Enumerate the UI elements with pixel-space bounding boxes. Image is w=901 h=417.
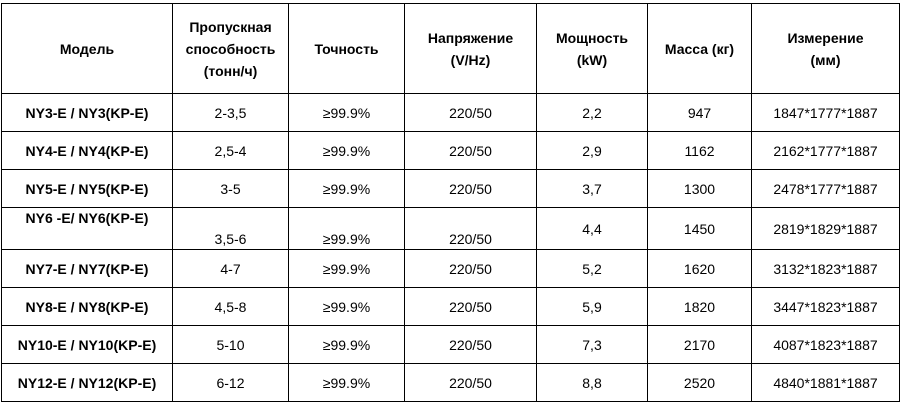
header-voltage: Напряжение (V/Hz): [405, 4, 537, 94]
cell-mass: 2170: [648, 326, 752, 364]
cell-accuracy: ≥99.9%: [289, 250, 405, 288]
cell-dimension: 2478*1777*1887: [752, 170, 900, 208]
cell-accuracy: ≥99.9%: [289, 364, 405, 402]
cell-accuracy: ≥99.9%: [289, 326, 405, 364]
cell-capacity: 4,5-8: [173, 288, 289, 326]
cell-accuracy: ≥99.9%: [289, 170, 405, 208]
cell-dimension: 3447*1823*1887: [752, 288, 900, 326]
header-capacity: Пропускная способность (тонн/ч): [173, 4, 289, 94]
cell-voltage: 220/50: [405, 326, 537, 364]
cell-voltage: 220/50: [405, 288, 537, 326]
cell-accuracy: ≥99.9%: [289, 132, 405, 170]
table-row: [2, 250, 900, 288]
cell-power: 4,4: [537, 208, 648, 250]
cell-capacity: 3-5: [173, 170, 289, 208]
table-row: [2, 132, 900, 170]
cell-dimension: 4840*1881*1887: [752, 364, 900, 402]
cell-voltage: 220/50: [405, 94, 537, 132]
cell-voltage: 220/50: [405, 208, 537, 250]
cell-power: 7,3: [537, 326, 648, 364]
cell-mass: 2520: [648, 364, 752, 402]
header-model: Модель: [2, 4, 173, 94]
spec-table: [1, 3, 900, 402]
cell-mass: 1820: [648, 288, 752, 326]
cell-mass: 1162: [648, 132, 752, 170]
cell-dimension: 2819*1829*1887: [752, 208, 900, 250]
header-row: [2, 4, 900, 94]
cell-dimension: 3132*1823*1887: [752, 250, 900, 288]
cell-model: NY8-E / NY8(KP-E): [2, 288, 173, 326]
cell-power: 2,2: [537, 94, 648, 132]
cell-model: NY12-E / NY12(KP-E): [2, 364, 173, 402]
table-row: [2, 94, 900, 132]
cell-dimension: 1847*1777*1887: [752, 94, 900, 132]
cell-capacity: 2-3,5: [173, 94, 289, 132]
cell-capacity: 3,5-6: [173, 208, 289, 250]
cell-mass: 1300: [648, 170, 752, 208]
table-row: [2, 364, 900, 402]
table-row: [2, 288, 900, 326]
cell-power: 5,2: [537, 250, 648, 288]
cell-power: 8,8: [537, 364, 648, 402]
cell-voltage: 220/50: [405, 170, 537, 208]
cell-capacity: 5-10: [173, 326, 289, 364]
header-mass: Масса (кг): [648, 4, 752, 94]
table-row: [2, 208, 900, 250]
cell-model: NY4-E / NY4(KP-E): [2, 132, 173, 170]
cell-capacity: 6-12: [173, 364, 289, 402]
cell-power: 5,9: [537, 288, 648, 326]
cell-model: NY3-E / NY3(KP-E): [2, 94, 173, 132]
cell-mass: 1450: [648, 208, 752, 250]
cell-accuracy: ≥99.9%: [289, 208, 405, 250]
header-power: Мощность (kW): [537, 4, 648, 94]
cell-capacity: 4-7: [173, 250, 289, 288]
cell-power: 2,9: [537, 132, 648, 170]
cell-dimension: 4087*1823*1887: [752, 326, 900, 364]
table-row: [2, 326, 900, 364]
cell-voltage: 220/50: [405, 132, 537, 170]
cell-voltage: 220/50: [405, 250, 537, 288]
cell-mass: 1620: [648, 250, 752, 288]
cell-voltage: 220/50: [405, 364, 537, 402]
cell-power: 3,7: [537, 170, 648, 208]
cell-capacity: 2,5-4: [173, 132, 289, 170]
cell-accuracy: ≥99.9%: [289, 94, 405, 132]
cell-accuracy: ≥99.9%: [289, 288, 405, 326]
cell-model: NY5-E / NY5(KP-E): [2, 170, 173, 208]
table-row: [2, 170, 900, 208]
header-accuracy: Точность: [289, 4, 405, 94]
cell-model: NY7-E / NY7(KP-E): [2, 250, 173, 288]
cell-model: NY6 -E/ NY6(KP-E): [2, 208, 173, 250]
header-dimension: Измерение (мм): [752, 4, 900, 94]
cell-model: NY10-E / NY10(KP-E): [2, 326, 173, 364]
cell-mass: 947: [648, 94, 752, 132]
cell-dimension: 2162*1777*1887: [752, 132, 900, 170]
